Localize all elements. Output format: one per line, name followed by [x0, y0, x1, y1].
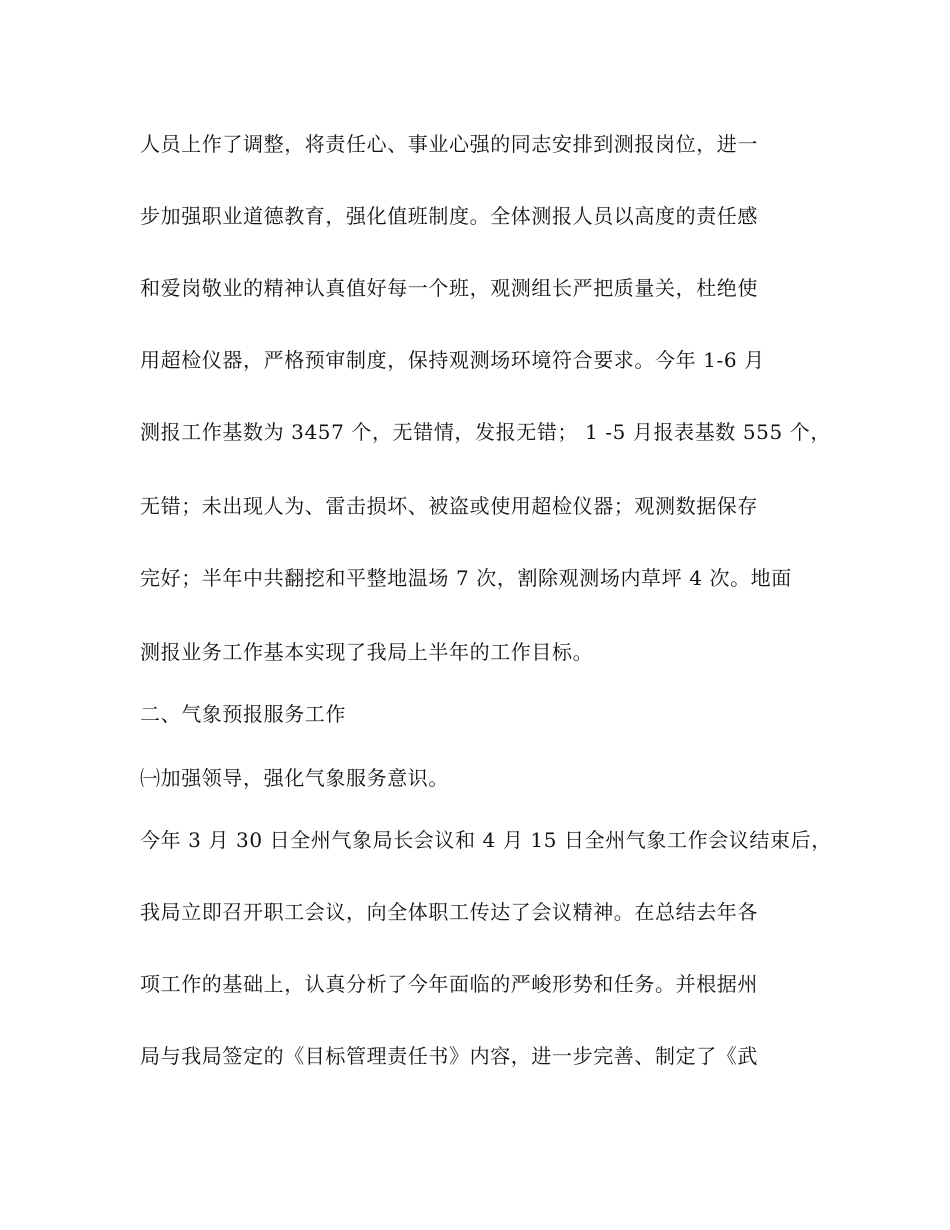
text-line: 用超检仪器，严格预审制度，保持观测场环境符合要求。今年 1-6 月: [140, 348, 765, 372]
subsection-heading: ㈠加强领导，强化气象服务意识。: [140, 766, 449, 790]
text-line: 今年 3 月 30 日全州气象局长会议和 4 月 15 日全州气象工作会议结束后，: [140, 828, 832, 852]
text-line: 局与我局签定的《目标管理责任书》内容，进一步完善、制定了《武: [140, 1044, 758, 1068]
text-line: 我局立即召开职工会议，向全体职工传达了会议精神。在总结去年各: [140, 900, 758, 924]
text-line: 人员上作了调整，将责任心、事业心强的同志安排到测报岗位，进一: [140, 132, 758, 156]
text-line: 测报工作基数为 3457 个，无错情，发报无错； 1 -5 月报表基数 555 个，: [140, 420, 831, 444]
text-line: 测报业务工作基本实现了我局上半年的工作目标。: [140, 640, 594, 664]
text-line: 无错；未出现人为、雷击损坏、被盗或使用超检仪器；观测数据保存: [140, 494, 758, 518]
text-line: 完好；半年中共翻挖和平整地温场 7 次，割除观测场内草坪 4 次。地面: [140, 566, 792, 590]
section-heading: 二、气象预报服务工作: [140, 702, 346, 726]
text-line: 项工作的基础上，认真分析了今年面临的严峻形势和任务。并根据州: [140, 972, 758, 996]
text-line: 和爱岗敬业的精神认真值好每一个班，观测组长严把质量关，杜绝使: [140, 276, 758, 300]
text-line: 步加强职业道德教育，强化值班制度。全体测报人员以高度的责任感: [140, 204, 758, 228]
